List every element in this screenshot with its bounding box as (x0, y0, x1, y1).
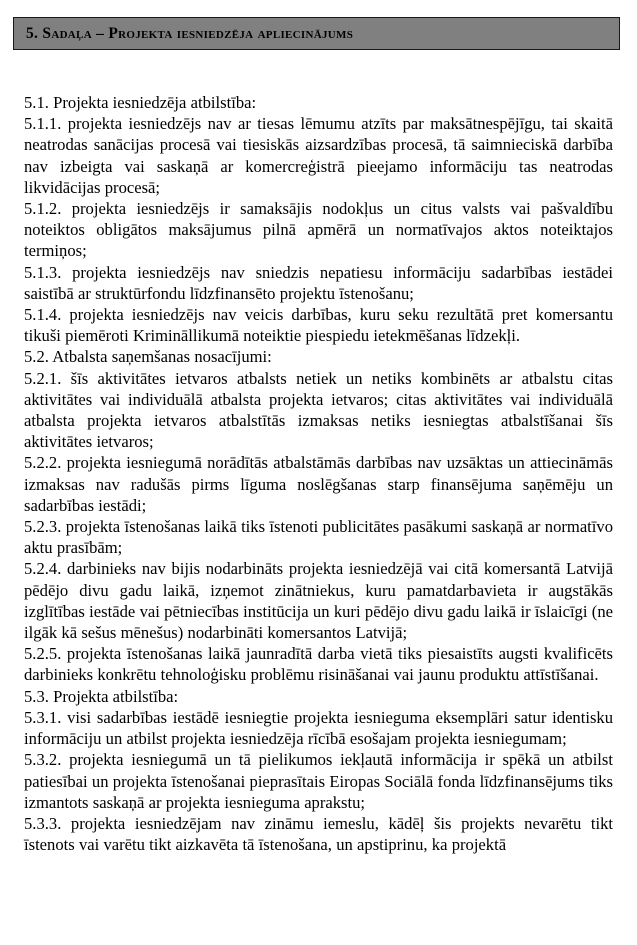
clause-paragraph: 5.1.2. projekta iesniedzējs ir samaksājis nodokļus un citus valsts vai pašvaldību noteiktos obligātos maksājumus pilnā apmērā un normatīvajos aktos noteiktajos termiņos; (24, 199, 613, 261)
clause-paragraph: 5.1.4. projekta iesniedzējs nav veicis darbības, kuru seku rezultātā pret komersantu tikuši piemēroti Krimināllikumā noteiktie piespiedu ietekmēšanas līdzekļi. (24, 305, 613, 346)
clause-paragraph: 5.3.2. projekta iesniegumā un tā pielikumos iekļautā informācija ir spēkā un atbilst patiesībai un projekta īstenošanai pieprasītais Eiropas Sociālā fonda līdzfinansējums tiks izmantots saskaņā ar projekta iesnieguma aprakstu; (24, 750, 613, 812)
clause-paragraph: 5.2.4. darbinieks nav bijis nodarbināts projekta iesniedzējā vai citā komersantā Latvijā pēdējo divu gadu laikā, izņemot zinātniekus, kuru pamatdarbavieta ir augstākās izglītības iestāde vai pētniecības institūcija un kuri pēdējo divu gadu laikā ir īslaicīgi (ne ilgāk kā sešus mēnešus) nodarbināti komersantos Latvijā; (24, 559, 613, 643)
clause-paragraph: 5.3. Projekta atbilstība: (24, 686, 179, 706)
section-header-title: 5. Sadaļa – Projekta iesniedzēja apliecinājums (26, 24, 354, 42)
clause-paragraph: 5.2. Atbalsta saņemšanas nosacījumi: (24, 347, 272, 367)
clause-paragraph: 5.3.3. projekta iesniedzējam nav zināmu iemeslu, kādēļ šis projekts nevarētu tikt īstenots vai varētu tikt aizkavēta tā īstenošana, un apstiprinu, ka projektā (24, 813, 613, 855)
clause-paragraph: 5.2.2. projekta iesniegumā norādītās atbalstāmās darbības nav uzsāktas un attiecināmās izmaksas nav radušās pirms līguma noslēgšanas starp finansējuma saņēmēju un sadarbības iestādi; (24, 453, 613, 515)
document-body (24, 92, 613, 855)
clause-paragraph: 5.2.1. šīs aktivitātes ietvaros atbalsts netiek un netiks kombinēts ar atbalstu citas aktivitātes vai individuālā atbalsta projekta ietvaros; citas aktivitātes vai individuālā atbalsta projekta ietvaros atbalstītās izmaksas netiks iesniegtas atbalstīšanai šīs aktivitātes ietvaros; (24, 368, 613, 452)
clause-paragraph: 5.2.3. projekta īstenošanas laikā tiks īstenoti publicitātes pasākumi saskaņā ar normatīvo aktu prasībām; (24, 517, 613, 558)
clause-paragraph: 5.1.3. projekta iesniedzējs nav sniedzis nepatiesu informāciju sadarbības iestādei saistībā ar struktūrfondu līdzfinansēto projektu īstenošanu; (24, 262, 613, 303)
clause-paragraph: 5.2.5. projekta īstenošanas laikā jaunradītā darba vietā tiks piesaistīts augsti kvalificēts darbinieks konkrētu tehnoloģisku problēmu risināšanai vai jaunu produktu attīstīšanai. (24, 644, 613, 685)
section-header-banner (13, 17, 620, 50)
clause-paragraph: 5.1. Projekta iesniedzēja atbilstība: (24, 93, 257, 112)
clause-paragraph: 5.3.1. visi sadarbības iestādē iesniegtie projekta iesnieguma eksemplāri satur identisku informāciju un atbilst projekta iesniedzēja rīcībā esošajam projekta iesniegumam; (24, 707, 613, 749)
clause-paragraph: 5.1.1. projekta iesniedzējs nav ar tiesas lēmumu atzīts par maksātnespējīgu, tai skaitā neatrodas sanācijas procesā vai tiesiskās aizsardzības procesā, tā saimnieciskā darbība nav izbeigta vai saskaņā ar komercreģistrā pieejamo informāciju tas neatrodas likvidācijas procesā; (24, 114, 613, 197)
